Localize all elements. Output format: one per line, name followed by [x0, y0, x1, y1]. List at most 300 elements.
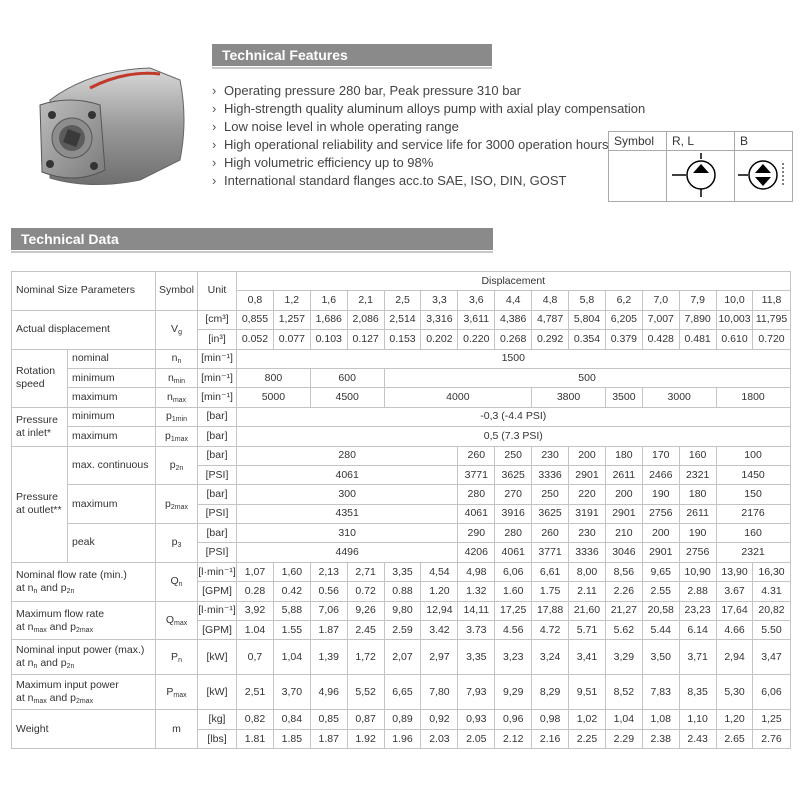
unit-cell: [min⁻¹]	[198, 368, 237, 387]
value-cell: 2.88	[679, 582, 716, 601]
symbol-cell: $n_{max}$	[156, 388, 198, 407]
row-label: Maximum input power at $n_{max}$ and $p_{2max}$	[12, 675, 156, 710]
value-cell: 3,611	[458, 310, 495, 329]
symbol-cell: $p_3$	[156, 524, 198, 563]
value-cell: 2.65	[716, 729, 753, 748]
unit-cell: [cm³]	[198, 310, 237, 329]
value-cell: 8,35	[679, 675, 716, 710]
value-cell: 0,87	[347, 710, 384, 729]
value-cell: 2,51	[237, 675, 274, 710]
unit-cell: [bar]	[198, 407, 237, 426]
row-label: Rotation speed	[12, 349, 68, 407]
value-cell: 210	[605, 524, 642, 543]
value-cell: 800	[237, 368, 311, 387]
value-cell: 23,23	[679, 601, 716, 620]
value-cell: 0,855	[237, 310, 274, 329]
value-cell: 1,257	[273, 310, 310, 329]
value-cell: 310	[237, 524, 458, 543]
symbol-rl-header: R, L	[667, 132, 735, 151]
value-cell: 3,6	[458, 291, 495, 310]
value-cell: 0.379	[605, 330, 642, 349]
row-sublabel: nominal	[68, 349, 156, 368]
unit-cell: [kW]	[198, 640, 237, 675]
symbol-cell: $n_{min}$	[156, 368, 198, 387]
value-cell: 9,26	[347, 601, 384, 620]
value-cell: 6,205	[605, 310, 642, 329]
value-cell: 3,35	[384, 562, 421, 581]
row-sublabel: peak	[68, 524, 156, 563]
table-row	[12, 407, 791, 426]
row-label: Pressure at inlet*	[12, 407, 68, 446]
value-cell: 250	[532, 485, 569, 504]
value-cell: 10,90	[679, 562, 716, 581]
row-sublabel: minimum	[68, 368, 156, 387]
value-cell: 1.87	[310, 729, 347, 748]
value-cell: 1,686	[310, 310, 347, 329]
unit-cell: [bar]	[198, 485, 237, 504]
unit-cell: [bar]	[198, 427, 237, 446]
value-cell: 280	[237, 446, 458, 465]
value-cell: 20,82	[753, 601, 790, 620]
unit-cell: [PSI]	[198, 504, 237, 523]
row-label: Actual displacement	[12, 310, 156, 349]
symbol-b-header: B	[735, 132, 793, 151]
value-cell: 2,514	[384, 310, 421, 329]
table-row	[12, 524, 791, 543]
value-cell: 3771	[532, 543, 569, 562]
value-cell: 5.44	[642, 621, 679, 640]
symbol-cell: $p_{2n}$	[156, 446, 198, 485]
row-label: Maximum input power	[16, 679, 119, 692]
value-cell: 1.60	[495, 582, 532, 601]
value-cell: 3800	[532, 388, 606, 407]
value-cell: 17,25	[495, 601, 532, 620]
row-label: Nominal flow rate (min.) at $n_n$ and $p_{2n}$	[12, 562, 156, 601]
unit-cell: [bar]	[198, 524, 237, 543]
table-row	[12, 368, 791, 387]
feature-item: › High volumetric efficiency up to 98%	[212, 154, 645, 172]
value-cell: 3,70	[273, 675, 310, 710]
value-cell: 1.04	[237, 621, 274, 640]
value-cell: 1,10	[679, 710, 716, 729]
value-cell: 1,72	[347, 640, 384, 675]
row-sublabel: max. continuous	[68, 446, 156, 485]
row-sublabel: minimum	[68, 407, 156, 426]
header-unit: Unit	[198, 272, 237, 311]
value-cell: -0,3 (-4.4 PSI)	[237, 407, 791, 426]
value-cell: 220	[569, 485, 606, 504]
value-cell: 5.62	[605, 621, 642, 640]
value-cell: 200	[569, 446, 606, 465]
value-cell: 1.85	[273, 729, 310, 748]
value-cell: 3,47	[753, 640, 790, 675]
value-cell: 3000	[642, 388, 716, 407]
symbol-cell: $Q_n$	[156, 562, 198, 601]
unit-cell: [PSI]	[198, 465, 237, 484]
value-cell: 21,60	[569, 601, 606, 620]
row-label: Nominal input power (max.)	[16, 644, 145, 657]
value-cell: 2,94	[716, 640, 753, 675]
value-cell: 2,71	[347, 562, 384, 581]
value-cell: 5,8	[569, 291, 606, 310]
value-cell: 0.88	[384, 582, 421, 601]
value-cell: 7,06	[310, 601, 347, 620]
value-cell: 1.87	[310, 621, 347, 640]
unit-cell: [in³]	[198, 330, 237, 349]
unit-cell: [lbs]	[198, 729, 237, 748]
value-cell: 0.720	[753, 330, 790, 349]
row-label: Nominal flow rate (min.)	[16, 568, 127, 581]
value-cell: 4351	[237, 504, 458, 523]
value-cell: 8,00	[569, 562, 606, 581]
value-cell: 3,24	[532, 640, 569, 675]
value-cell: 9,29	[495, 675, 532, 710]
value-cell: 1800	[716, 388, 790, 407]
value-cell: 1.20	[421, 582, 458, 601]
value-cell: 3,71	[679, 640, 716, 675]
value-cell: 2611	[679, 504, 716, 523]
symbol-cell: $p_{1max}$	[156, 427, 198, 446]
value-cell: 3,35	[458, 640, 495, 675]
value-cell: 2.16	[532, 729, 569, 748]
table-row	[12, 485, 791, 504]
unit-cell: [GPM]	[198, 621, 237, 640]
unit-cell: [GPM]	[198, 582, 237, 601]
value-cell: 600	[310, 368, 384, 387]
unit-cell: [min⁻¹]	[198, 388, 237, 407]
value-cell: 200	[642, 524, 679, 543]
table-row	[12, 310, 791, 329]
value-cell: 2901	[569, 465, 606, 484]
value-cell: 1,02	[569, 710, 606, 729]
value-cell: 11,8	[753, 291, 790, 310]
symbol-table	[608, 131, 793, 202]
value-cell: 1,04	[605, 710, 642, 729]
value-cell: 5,804	[569, 310, 606, 329]
value-cell: 2756	[679, 543, 716, 562]
value-cell: 5,52	[347, 675, 384, 710]
unit-cell: [kW]	[198, 675, 237, 710]
value-cell: 4061	[237, 465, 458, 484]
header-symbol: Symbol	[156, 272, 198, 311]
value-cell: 250	[495, 446, 532, 465]
value-cell: 3771	[458, 465, 495, 484]
technical-data-header: Technical Data	[11, 228, 493, 250]
value-cell: 6,61	[532, 562, 569, 581]
value-cell: 4,386	[495, 310, 532, 329]
value-cell: 3336	[532, 465, 569, 484]
value-cell: 0.127	[347, 330, 384, 349]
value-cell: 2,086	[347, 310, 384, 329]
value-cell: 0.428	[642, 330, 679, 349]
value-cell: 0.28	[237, 582, 274, 601]
value-cell: 160	[679, 446, 716, 465]
pump-symbol-rl-icon	[667, 151, 735, 202]
value-cell: 4,8	[532, 291, 569, 310]
value-cell: 1450	[716, 465, 790, 484]
value-cell: 17,64	[716, 601, 753, 620]
value-cell: 4500	[310, 388, 384, 407]
value-cell: 2.11	[569, 582, 606, 601]
value-cell: 9,51	[569, 675, 606, 710]
value-cell: 1,20	[716, 710, 753, 729]
value-cell: 10,003	[716, 310, 753, 329]
value-cell: 1.81	[237, 729, 274, 748]
value-cell: 2.38	[642, 729, 679, 748]
value-cell: 0.56	[310, 582, 347, 601]
table-row	[12, 562, 791, 581]
value-cell: 4,98	[458, 562, 495, 581]
value-cell: 6.14	[679, 621, 716, 640]
value-cell: 0.153	[384, 330, 421, 349]
value-cell: 2,1	[347, 291, 384, 310]
value-cell: 1,25	[753, 710, 790, 729]
value-cell: 0.42	[273, 582, 310, 601]
value-cell: 0,93	[458, 710, 495, 729]
table-row	[12, 427, 791, 446]
value-cell: 11,795	[753, 310, 790, 329]
value-cell: 2.25	[569, 729, 606, 748]
value-cell: 3500	[605, 388, 642, 407]
symbol-header: Symbol	[609, 132, 667, 151]
value-cell: 3,92	[237, 601, 274, 620]
feature-item: › Operating pressure 280 bar, Peak pressure 310 bar	[212, 82, 645, 100]
value-cell: 0,7	[237, 640, 274, 675]
value-cell: 260	[532, 524, 569, 543]
value-cell: 1,08	[642, 710, 679, 729]
value-cell: 5,30	[716, 675, 753, 710]
value-cell: 4.72	[532, 621, 569, 640]
value-cell: 1,60	[273, 562, 310, 581]
value-cell: 2466	[642, 465, 679, 484]
value-cell: 2.12	[495, 729, 532, 748]
row-sublabel: maximum	[68, 427, 156, 446]
value-cell: 5,88	[273, 601, 310, 620]
value-cell: 5.50	[753, 621, 790, 640]
value-cell: 2176	[716, 504, 790, 523]
value-cell: 2.03	[421, 729, 458, 748]
value-cell: 200	[605, 485, 642, 504]
value-cell: 160	[716, 524, 790, 543]
value-cell: 2.43	[679, 729, 716, 748]
value-cell: 4206	[458, 543, 495, 562]
value-cell: 4496	[237, 543, 458, 562]
value-cell: 7,9	[679, 291, 716, 310]
value-cell: 2.26	[605, 582, 642, 601]
value-cell: 4.56	[495, 621, 532, 640]
value-cell: 0,92	[421, 710, 458, 729]
value-cell: 0.610	[716, 330, 753, 349]
value-cell: 6,2	[605, 291, 642, 310]
value-cell: 1.96	[384, 729, 421, 748]
value-cell: 6,06	[495, 562, 532, 581]
value-cell: 230	[569, 524, 606, 543]
value-cell: 2.29	[605, 729, 642, 748]
technical-features-header: Technical Features	[212, 44, 492, 66]
value-cell: 0.481	[679, 330, 716, 349]
value-cell: 100	[716, 446, 790, 465]
value-cell: 180	[679, 485, 716, 504]
value-cell: 2901	[642, 543, 679, 562]
value-cell: 8,52	[605, 675, 642, 710]
value-cell: 230	[532, 446, 569, 465]
value-cell: 0,82	[237, 710, 274, 729]
value-cell: 0.72	[347, 582, 384, 601]
value-cell: 1.75	[532, 582, 569, 601]
value-cell: 4,4	[495, 291, 532, 310]
value-cell: 190	[642, 485, 679, 504]
value-cell: 6,06	[753, 675, 790, 710]
value-cell: 4.66	[716, 621, 753, 640]
value-cell: 4000	[384, 388, 532, 407]
value-cell: 2.45	[347, 621, 384, 640]
value-cell: 2,5	[384, 291, 421, 310]
row-label: Weight	[12, 710, 156, 749]
value-cell: 1.92	[347, 729, 384, 748]
row-label: Maximum flow rate at $n_{max}$ and $p_{2max}$	[12, 601, 156, 640]
value-cell: 0.077	[273, 330, 310, 349]
unit-cell: [min⁻¹]	[198, 349, 237, 368]
table-row	[12, 601, 791, 620]
value-cell: 0.103	[310, 330, 347, 349]
value-cell: 1.55	[273, 621, 310, 640]
row-sublabel: maximum	[68, 485, 156, 524]
value-cell: 3625	[532, 504, 569, 523]
value-cell: 3,3	[421, 291, 458, 310]
value-cell: 2.76	[753, 729, 790, 748]
value-cell: 4,787	[532, 310, 569, 329]
value-cell: 1,2	[273, 291, 310, 310]
value-cell: 3,316	[421, 310, 458, 329]
header-parameters: Nominal Size Parameters	[12, 272, 156, 311]
value-cell: 3.67	[716, 582, 753, 601]
value-cell: 150	[716, 485, 790, 504]
value-cell: 0,8	[237, 291, 274, 310]
row-label: Maximum flow rate	[16, 607, 105, 620]
feature-item: › Low noise level in whole operating range	[212, 118, 645, 136]
value-cell: 0.354	[569, 330, 606, 349]
value-cell: 0,89	[384, 710, 421, 729]
value-cell: 180	[605, 446, 642, 465]
pump-symbol-b-icon	[735, 151, 793, 202]
value-cell: 12,94	[421, 601, 458, 620]
value-cell: 2901	[605, 504, 642, 523]
symbol-cell: $Q_{max}$	[156, 601, 198, 640]
value-cell: 290	[458, 524, 495, 543]
value-cell: 7,007	[642, 310, 679, 329]
feature-item: › High-strength quality aluminum alloys pump with axial play compensation	[212, 100, 645, 118]
value-cell: 3916	[495, 504, 532, 523]
value-cell: 3,29	[605, 640, 642, 675]
value-cell: 7,83	[642, 675, 679, 710]
table-row	[12, 388, 791, 407]
feature-item: › International standard flanges acc.to SAE, ISO, DIN, GOST	[212, 172, 645, 190]
table-row	[12, 446, 791, 465]
value-cell: 1,07	[237, 562, 274, 581]
unit-cell: [PSI]	[198, 543, 237, 562]
value-cell: 280	[495, 524, 532, 543]
technical-data-table	[11, 271, 791, 749]
unit-cell: [bar]	[198, 446, 237, 465]
value-cell: 1500	[237, 349, 791, 368]
value-cell: 5.71	[569, 621, 606, 640]
value-cell: 21,27	[605, 601, 642, 620]
value-cell: 3046	[605, 543, 642, 562]
value-cell: 1,6	[310, 291, 347, 310]
value-cell: 0.268	[495, 330, 532, 349]
value-cell: 7,0	[642, 291, 679, 310]
value-cell: 5000	[237, 388, 311, 407]
value-cell: 2321	[716, 543, 790, 562]
value-cell: 13,90	[716, 562, 753, 581]
value-cell: 0,84	[273, 710, 310, 729]
value-cell: 8,56	[605, 562, 642, 581]
value-cell: 2611	[605, 465, 642, 484]
value-cell: 0.292	[532, 330, 569, 349]
value-cell: 7,93	[458, 675, 495, 710]
symbol-cell: $V_g$	[156, 310, 198, 349]
value-cell: 3,50	[642, 640, 679, 675]
value-cell: 4,96	[310, 675, 347, 710]
value-cell: 2,97	[421, 640, 458, 675]
value-cell: 0.202	[421, 330, 458, 349]
value-cell: 500	[384, 368, 790, 387]
value-cell: 16,30	[753, 562, 790, 581]
table-row	[12, 640, 791, 675]
value-cell: 14,11	[458, 601, 495, 620]
value-cell: 2.55	[642, 582, 679, 601]
unit-cell: [l·min⁻¹]	[198, 601, 237, 620]
value-cell: 2756	[642, 504, 679, 523]
value-cell: 3,23	[495, 640, 532, 675]
value-cell: 7,80	[421, 675, 458, 710]
pump-image	[30, 60, 190, 200]
value-cell: 0,96	[495, 710, 532, 729]
value-cell: 0,5 (7.3 PSI)	[237, 427, 791, 446]
value-cell: 1,04	[273, 640, 310, 675]
symbol-cell: $P_n$	[156, 640, 198, 675]
value-cell: 17,88	[532, 601, 569, 620]
symbol-cell: m	[156, 710, 198, 749]
value-cell: 2.05	[458, 729, 495, 748]
unit-cell: [kg]	[198, 710, 237, 729]
value-cell: 8,29	[532, 675, 569, 710]
value-cell: 9,65	[642, 562, 679, 581]
value-cell: 4.31	[753, 582, 790, 601]
value-cell: 9,80	[384, 601, 421, 620]
value-cell: 270	[495, 485, 532, 504]
unit-cell: [l·min⁻¹]	[198, 562, 237, 581]
value-cell: 4061	[495, 543, 532, 562]
symbol-cell: $p_{1min}$	[156, 407, 198, 426]
value-cell: 3.42	[421, 621, 458, 640]
value-cell: 3625	[495, 465, 532, 484]
value-cell: 0,98	[532, 710, 569, 729]
table-row	[12, 272, 791, 291]
table-row	[12, 675, 791, 710]
row-label: Nominal input power (max.) at $n_n$ and $p_{2n}$	[12, 640, 156, 675]
features-list	[212, 82, 645, 190]
header-displacement: Displacement	[237, 272, 791, 291]
value-cell: 3.73	[458, 621, 495, 640]
symbol-cell: $n_n$	[156, 349, 198, 368]
row-sublabel: maximum	[68, 388, 156, 407]
value-cell: 3336	[569, 543, 606, 562]
table-row	[12, 349, 791, 368]
value-cell: 10,0	[716, 291, 753, 310]
value-cell: 4061	[458, 504, 495, 523]
value-cell: 1,39	[310, 640, 347, 675]
